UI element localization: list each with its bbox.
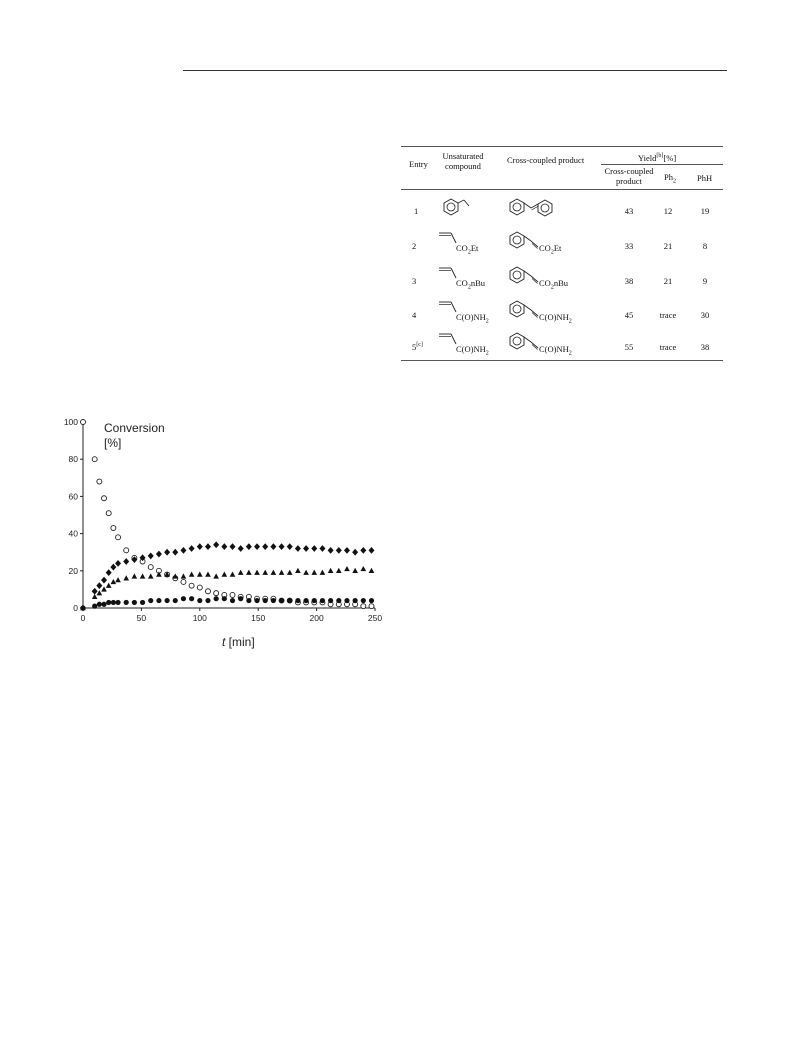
x-tick-label: 50 — [136, 613, 147, 623]
filled-circle-point — [238, 596, 243, 601]
filled-circle-point — [303, 598, 308, 603]
filled-circle-point — [263, 598, 268, 603]
diamond-point — [221, 543, 227, 550]
row-5-cc: 55 — [624, 342, 634, 352]
triangle-point — [254, 570, 260, 575]
header-cc-2: product — [616, 176, 642, 186]
triangle-point — [111, 579, 117, 584]
open-circle-point — [111, 526, 116, 531]
table-top-rule — [401, 146, 723, 147]
row-2-ph2: 21 — [663, 241, 673, 251]
header-yield: Yield[b][%] — [638, 153, 677, 163]
diamond-point — [180, 547, 186, 554]
open-circle-point — [124, 548, 129, 553]
diamond-point — [279, 543, 285, 550]
filled-circle-point — [140, 600, 145, 605]
open-circle-point — [214, 591, 219, 596]
open-circle-point — [97, 479, 102, 484]
diamond-point — [101, 577, 107, 584]
triangle-point — [140, 573, 146, 578]
header-ph2: $Ph_2$ — [664, 172, 676, 185]
row-5-ph2: trace — [659, 342, 677, 352]
diamond-point — [319, 545, 325, 552]
y-tick-label: 60 — [68, 491, 78, 502]
row-5-reagent-label: $C(O)NH_2$ — [456, 344, 489, 357]
diamond-point — [213, 541, 219, 548]
diamond-point — [360, 547, 366, 554]
triangle-point — [213, 573, 219, 578]
filled-circle-point — [80, 605, 85, 610]
yield-sub-rule — [601, 164, 723, 165]
diamond-point — [92, 588, 98, 595]
diamond-point — [352, 549, 358, 556]
filled-circle-point — [132, 600, 137, 605]
row-5-phh: 38 — [700, 342, 710, 352]
filled-circle-point — [106, 600, 111, 605]
triangle-point — [287, 570, 293, 575]
filled-circle-point — [205, 598, 210, 603]
triangle-point — [230, 572, 236, 577]
row-1-entry: 1 — [414, 206, 419, 216]
triangle-point — [320, 570, 326, 575]
yield-table — [401, 146, 723, 361]
row-3-reagent-label: $CO_2nBu$ — [456, 278, 485, 291]
filled-circle-point — [287, 598, 292, 603]
open-circle-point — [205, 589, 210, 594]
triangle-point — [352, 568, 358, 573]
x-tick-label: 100 — [192, 613, 207, 623]
row-2-cc: 33 — [624, 241, 634, 251]
row-2-product-label: $CO_2Et$ — [539, 243, 562, 256]
diamond-point — [368, 547, 374, 554]
filled-circle-point — [181, 596, 186, 601]
filled-circle-point — [222, 596, 227, 601]
triangle-point — [92, 594, 98, 599]
row-2-reagent-label: $CO_2Et$ — [456, 243, 479, 256]
open-circle-point — [116, 535, 121, 540]
row-3-phh: 9 — [702, 276, 708, 286]
diamond-point — [287, 543, 293, 550]
diamond-point — [344, 547, 350, 554]
triangle-point — [101, 586, 107, 591]
row-4-entry: 4 — [412, 310, 417, 320]
header-phh: PhH — [697, 173, 713, 183]
open-circle-point — [148, 565, 153, 570]
diamond-point — [156, 551, 162, 558]
row-5-product-label: $C(O)NH_2$ — [539, 344, 572, 357]
x-tick-label: 150 — [251, 613, 266, 623]
filled-circle-point — [101, 602, 106, 607]
open-circle-point — [230, 592, 235, 597]
open-circle-point — [181, 579, 186, 584]
y-tick-label: 100 — [63, 417, 78, 427]
triangle-point — [106, 583, 112, 588]
header-unsaturated-2: compound — [445, 161, 481, 171]
filled-circle-point — [336, 598, 341, 603]
header-product: Cross-coupled product — [507, 155, 585, 165]
conversion-chart — [52, 412, 392, 652]
header-cc-1: Cross-coupled — [604, 166, 654, 176]
diamond-point — [230, 543, 236, 550]
triangle-point — [189, 572, 195, 577]
open-circle-point — [369, 604, 374, 609]
diamond-point — [303, 545, 309, 552]
diamond-point — [328, 547, 334, 554]
y-axis-unit: [%] — [104, 436, 122, 450]
diamond-point — [96, 582, 102, 589]
filled-circle-point — [214, 596, 219, 601]
filled-circle-point — [279, 598, 284, 603]
page-header-rule — [183, 70, 727, 71]
filled-circle-point — [156, 598, 161, 603]
filled-circle-point — [148, 598, 153, 603]
header-entry: Entry — [409, 159, 428, 169]
diamond-point — [238, 545, 244, 552]
triangle-point — [369, 568, 375, 573]
triangle-point — [132, 573, 138, 578]
triangle-point — [222, 572, 228, 577]
filled-circle-point — [97, 602, 102, 607]
filled-circle-point — [271, 598, 276, 603]
triangle-point — [311, 570, 317, 575]
filled-circle-point — [254, 598, 259, 603]
diamond-point — [197, 543, 203, 550]
row-1-cc: 43 — [624, 206, 634, 216]
triangle-point — [344, 566, 350, 571]
filled-circle-point — [92, 604, 97, 609]
triangle-point — [361, 566, 367, 571]
triangle-point — [123, 575, 129, 580]
triangle-point — [336, 568, 342, 573]
filled-circle-point — [320, 598, 325, 603]
diamond-point — [295, 545, 301, 552]
triangle-point — [246, 570, 252, 575]
filled-circle-point — [361, 598, 366, 603]
stilbene-structure — [507, 196, 587, 220]
row-5-entry: 5[c] — [412, 342, 423, 352]
diamond-point — [164, 549, 170, 556]
triangle-point — [197, 572, 203, 577]
row-4-phh: 30 — [700, 310, 710, 320]
filled-circle-point — [173, 598, 178, 603]
filled-circle-point — [124, 600, 129, 605]
filled-circle-point — [295, 598, 300, 603]
triangle-point — [328, 568, 334, 573]
x-tick-label: 200 — [309, 613, 324, 623]
open-circle-point — [197, 585, 202, 590]
triangle-point — [295, 568, 301, 573]
x-tick-label: 250 — [367, 613, 383, 623]
triangle-point — [279, 570, 285, 575]
row-4-cc: 45 — [624, 310, 634, 320]
triangle-point — [262, 570, 268, 575]
filled-circle-point — [189, 596, 194, 601]
open-circle-point — [81, 420, 86, 425]
diamond-point — [270, 543, 276, 550]
open-circle-point — [189, 583, 194, 588]
row-4-ph2: trace — [659, 310, 677, 320]
row-2-phh: 8 — [702, 241, 708, 251]
x-tick-label: 0 — [80, 613, 86, 623]
filled-circle-point — [312, 598, 317, 603]
y-tick-label: 0 — [73, 603, 78, 613]
row-3-product-label: $CO_2nBu$ — [539, 278, 568, 291]
diamond-point — [262, 543, 268, 550]
diamond-point — [123, 558, 129, 565]
triangle-point — [303, 570, 309, 575]
triangle-point — [238, 570, 244, 575]
row-3-cc: 38 — [624, 276, 634, 286]
open-circle-point — [102, 496, 107, 501]
row-4-product-label: $C(O)NH_2$ — [539, 312, 572, 325]
open-circle-point — [92, 457, 97, 462]
y-tick-label: 20 — [68, 565, 78, 576]
triangle-point — [205, 572, 211, 577]
diamond-point — [189, 545, 195, 552]
table-bottom-rule — [401, 360, 723, 361]
diamond-point — [172, 549, 178, 556]
filled-circle-point — [115, 600, 120, 605]
filled-circle-point — [164, 598, 169, 603]
diamond-point — [106, 569, 112, 576]
row-3-ph2: 21 — [663, 276, 673, 286]
triangle-point — [148, 573, 154, 578]
row-2-entry: 2 — [412, 241, 417, 251]
triangle-point — [115, 577, 121, 582]
diamond-point — [115, 560, 121, 567]
open-circle-point — [106, 511, 111, 516]
filled-circle-point — [344, 598, 349, 603]
filled-circle-point — [353, 598, 358, 603]
row-1-ph2: 12 — [663, 206, 673, 216]
row-1-phh: 19 — [700, 206, 710, 216]
diamond-point — [148, 553, 154, 560]
y-axis-label: Conversion — [104, 421, 165, 435]
triangle-point — [172, 573, 178, 578]
triangle-point — [271, 570, 277, 575]
triangle-point — [97, 590, 103, 595]
header-bottom-rule — [401, 189, 723, 190]
styrene-structure — [441, 196, 481, 220]
open-circle-point — [361, 604, 366, 609]
y-tick-label: 40 — [68, 528, 78, 539]
filled-circle-point — [328, 598, 333, 603]
row-3-entry: 3 — [412, 276, 417, 286]
diamond-point — [336, 547, 342, 554]
diamond-point — [205, 543, 211, 550]
diamond-point — [110, 564, 116, 571]
header-unsaturated-1: Unsaturated — [442, 151, 484, 161]
triangle-point — [181, 573, 187, 578]
chart-marks — [80, 420, 374, 612]
diamond-point — [254, 543, 260, 550]
filled-circle-point — [246, 598, 251, 603]
y-tick-label: 80 — [68, 454, 78, 465]
row-4-reagent-label: $C(O)NH_2$ — [456, 312, 489, 325]
filled-circle-point — [369, 598, 374, 603]
filled-circle-point — [111, 600, 116, 605]
diamond-point — [246, 543, 252, 550]
x-axis-label: t [min] — [222, 635, 255, 649]
diamond-point — [311, 545, 317, 552]
filled-circle-point — [197, 598, 202, 603]
filled-circle-point — [230, 598, 235, 603]
